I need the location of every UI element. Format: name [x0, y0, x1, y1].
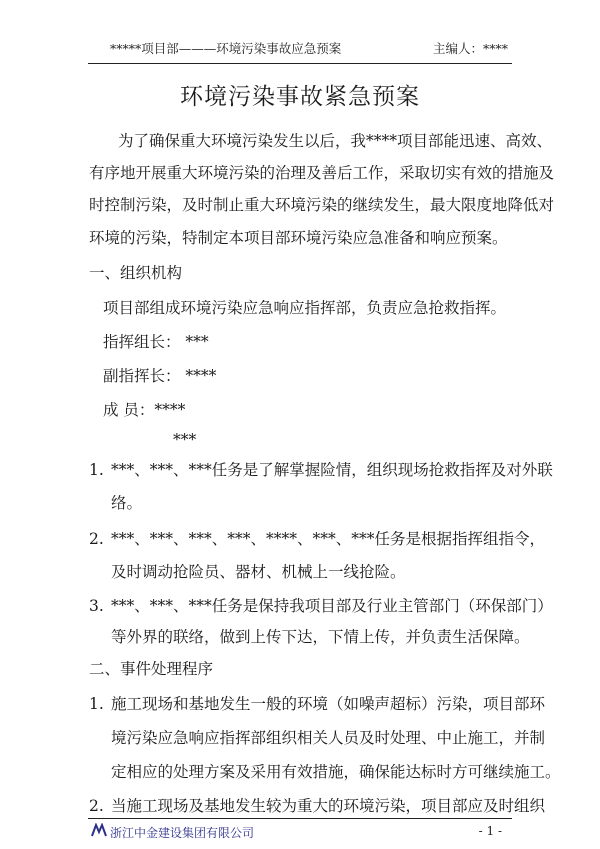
intro-line: 有序地开展重大环境污染的治理及善后工作，采取切实有效的措施及: [89, 164, 555, 182]
list-item-number: 1.: [89, 695, 104, 713]
list-item-line: ***、***、***、***、****、***、***任务是根据指挥组指令，: [111, 530, 546, 548]
organization-desc: 项目部组成环境污染应急响应指挥部，负责应急抢救指挥。: [103, 299, 507, 317]
section-heading-procedure: 二、事件处理程序: [89, 660, 214, 678]
list-item-line: 络。: [111, 494, 143, 512]
intro-line: 时控制污染，及时制止重大环境污染的继续发生，最大限度地降低对: [89, 196, 555, 214]
page-header: [88, 33, 512, 64]
intro-line: 环境的污染，特制定本项目部环境污染应急准备和响应预案。: [89, 229, 508, 247]
list-item-number: 1.: [89, 461, 104, 479]
list-item-number: 3.: [89, 597, 104, 615]
page-footer: [88, 818, 512, 841]
header-title: *****项目部———环境污染事故应急预案: [110, 41, 342, 56]
members: 成 员：****: [103, 401, 186, 419]
list-item-number: 2.: [89, 530, 104, 548]
list-item-line: 当施工现场及基地发生较为重大的环境污染，项目部应及时组织: [111, 797, 546, 815]
list-item-line: 及时调动抢险员、器材、机械上一线抢险。: [111, 563, 406, 581]
page-number: - 1 -: [478, 824, 502, 838]
commander-leader: 指挥组长： ***: [103, 333, 209, 351]
document-title: 环境污染事故紧急预案: [180, 84, 420, 110]
deputy-commander: 副指挥长： ****: [103, 367, 217, 385]
list-item-line: ***、***、***任务是了解掌握险情，组织现场抢救指挥及对外联: [111, 461, 553, 479]
list-item-line: 定相应的处理方案及采用有效措施，确保能达标时方可继续施工。: [111, 763, 561, 781]
header-editor: 主编人：****: [432, 41, 508, 56]
list-item-line: 等外界的联络，做到上传下达，下情上传，并负责生活保障。: [111, 628, 530, 646]
members-continued: ***: [173, 431, 197, 449]
list-item-line: 境污染应急响应指挥部组织相关人员及时处理、中止施工，并制: [111, 729, 546, 747]
list-item-number: 2.: [89, 797, 104, 815]
list-item-line: 施工现场和基地发生一般的环境（如噪声超标）污染，项目部环: [111, 695, 546, 713]
list-item-line: ***、***、***任务是保持我项目部及行业主管部门（环保部门）: [111, 597, 553, 615]
company-logo-icon: [91, 823, 107, 837]
intro-line: 为了确保重大环境污染发生以后，我****项目部能迅速、高效、: [118, 132, 553, 150]
footer-company: 浙江中金建设集团有限公司: [110, 826, 255, 840]
section-heading-organization: 一、组织机构: [89, 264, 183, 282]
